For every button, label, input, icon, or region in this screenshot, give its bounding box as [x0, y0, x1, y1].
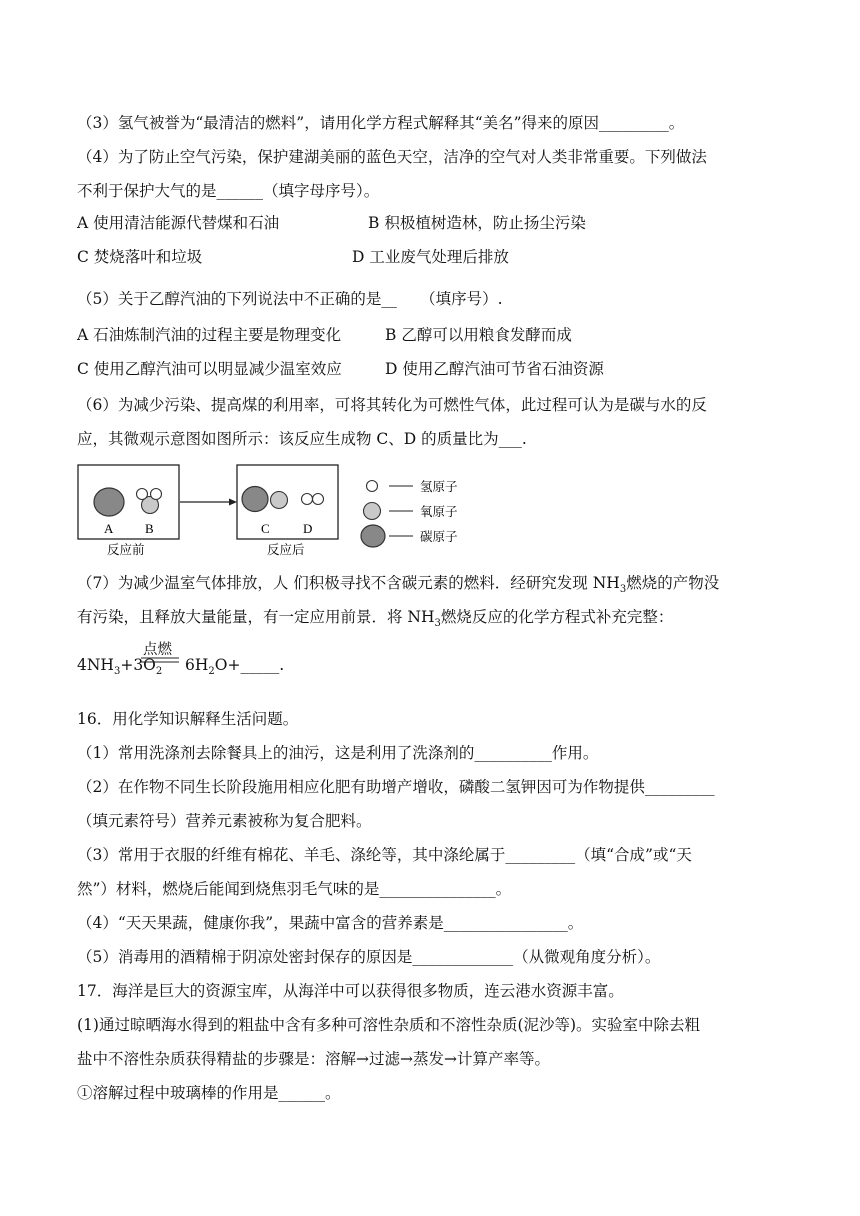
chemical-equation: [77, 636, 497, 684]
legend-hydrogen: 氢原子: [420, 479, 458, 494]
q15-part7-line2: 有污染，且释放大量能量，有一定应用前景．将 $NH_3$燃烧反应的化学方程式补充完整：: [77, 608, 674, 630]
q15-part5: （5）关于乙醇汽油的下列说法中不正确的是__ （填序号）.: [77, 290, 503, 308]
q15-part4-line1: （4）为了防止空气污染，保护建湖美丽的蓝色天空，洁净的空气对人类非常重要。下列做法: [77, 148, 707, 166]
before-label: 反应前: [107, 542, 145, 557]
legend-oxygen: 氧原子: [420, 504, 458, 519]
hydrogen-atom: [151, 489, 162, 500]
q15-part6-line2: 应，其微观示意图如图所示：该反应生成物 C、D 的质量比为___.: [77, 430, 527, 448]
hydrogen-atom: [313, 494, 324, 505]
q15-part7-line1: （7）为减少温室气体排放，人 们积极寻找不含碳元素的燃料．经研究发现 $NH_3$燃烧的产物没: [77, 574, 720, 596]
q15-part5-option-d: D 使用乙醇汽油可节省石油资源: [385, 360, 604, 378]
hydrogen-atom: [302, 494, 313, 505]
equation-lhs: $4NH_3+3O_2$: [77, 656, 163, 678]
q16-part2-line2: （填元素符号）营养元素被称为复合肥料。: [77, 812, 372, 830]
q15-part5-option-a: A 石油炼制汽油的过程主要是物理变化: [77, 326, 342, 344]
equation-rhs: $6H_2O+\_\_\_\_\_$.: [185, 656, 285, 678]
q15-part3: （3）氢气被誉为“最清洁的燃料”，请用化学方程式解释其“美名”得来的原因_________。: [77, 114, 685, 132]
q15-part4-line2: 不利于保护大气的是______（填字母序号）。: [77, 182, 380, 200]
after-label: 反应后: [267, 542, 305, 557]
q16-title: 16．用化学知识解释生活问题。: [77, 710, 299, 728]
q15-part4-option-a: A 使用清洁能源代替煤和石油: [77, 214, 280, 232]
legend-hydrogen-icon: [367, 481, 378, 492]
carbon-atom: [94, 488, 124, 516]
q16-part5: （5）消毒用的酒精棉于阴凉处密封保存的原因是_____________（从微观角度分析）。: [77, 948, 661, 966]
carbon-atom: [242, 487, 268, 512]
q16-part3-line2: 然”）材料，燃烧后能闻到烧焦羽毛气味的是_______________。: [77, 880, 512, 898]
q16-part4: （4）“天天果蔬，健康你我”，果蔬中富含的营养素是________________。: [77, 914, 584, 932]
equation-condition: 点燃: [143, 642, 172, 658]
label-a: A: [104, 521, 114, 536]
q15-part6-line1: （6）为减少污染、提高煤的利用率，可将其转化为可燃性气体，此过程可认为是碳与水的反: [77, 396, 707, 414]
oxygen-atom: [271, 492, 288, 509]
hydrogen-atom: [137, 489, 148, 500]
q17-part1-line2: 盐中不溶性杂质获得精盐的步骤是：溶解→过滤→蒸发→计算产率等。: [77, 1050, 550, 1068]
label-c: C: [261, 521, 270, 536]
legend-carbon: 碳原子: [420, 529, 458, 544]
label-d: D: [303, 521, 313, 536]
legend-carbon-icon: [361, 525, 385, 547]
q15-part4-option-d: D 工业废气处理后排放: [352, 248, 509, 266]
q15-part4-option-b: B 积极植树造林，防止扬尘污染: [368, 214, 586, 232]
equals-sign-icon: [141, 656, 179, 664]
q15-part5-option-b: B 乙醇可以用粮食发酵而成: [385, 326, 572, 344]
q15-part4-option-c: C 焚烧落叶和垃圾: [77, 248, 203, 266]
legend-oxygen-icon: [364, 503, 381, 520]
q16-part3-line1: （3）常用于衣服的纤维有棉花、羊毛、涤纶等，其中涤纶属于_________（填“合成”或“天: [77, 846, 692, 864]
reaction-arrow-head: [229, 499, 237, 506]
label-b: B: [145, 521, 154, 536]
before-box: [78, 465, 179, 539]
q17-part1-line1: (1)通过晾晒海水得到的粗盐中含有多种可溶性杂质和不溶性杂质(泥沙等)。实验室中除去粗: [77, 1016, 701, 1034]
q17-part1-sub1: ①溶解过程中玻璃棒的作用是______。: [77, 1084, 341, 1102]
q17-title: 17．海洋是巨大的资源宝库，从海洋中可以获得很多物质，连云港水资源丰富。: [77, 982, 624, 1000]
q16-part1: （1）常用洗涤剂去除餐具上的油污，这是利用了洗涤剂的__________作用。: [77, 744, 599, 762]
q16-part2-line1: （2）在作物不同生长阶段施用相应化肥有助增产增收，磷酸二氢钾因可为作物提供_________: [77, 778, 715, 796]
reaction-diagram: [77, 464, 477, 560]
q15-part5-option-c: C 使用乙醇汽油可以明显减少温室效应: [77, 360, 342, 378]
